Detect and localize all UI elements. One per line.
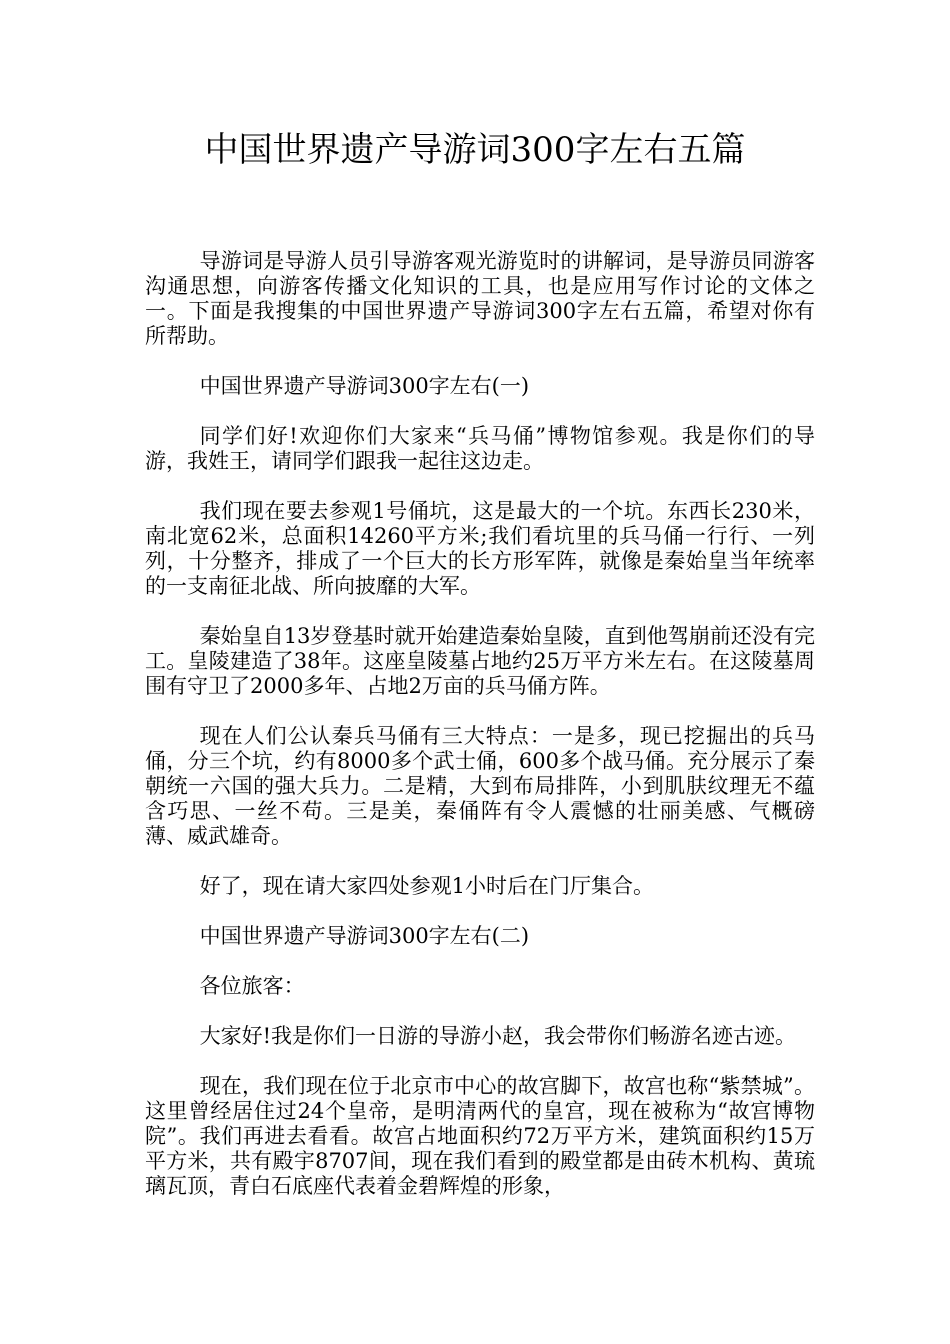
body-paragraph: 我们现在要去参观1号俑坑，这是最大的一个坑。东西长230米，南北宽62米，总面积14260平方米;我们看坑里的兵马俑一行行、一列列，十分整齐，排成了一个巨大的长方形军阵，就像是秦始皇当年统率的一支南征北战、所向披靡的大军。 <box>145 499 815 598</box>
salutation: 各位旅客： <box>199 974 305 998</box>
document-title: 中国世界遗产导游词300字左右五篇 <box>204 130 746 170</box>
document-body <box>145 249 815 1224</box>
body-paragraph: 现在，我们现在位于北京市中心的故宫脚下，故宫也称“紫禁城”。这里曾经居住过24个皇帝，是明清两代的皇宫，现在被称为“故宫博物院”。我们再进去看看。故宫占地面积约72万平方米，建筑面积约15万平方米，共有殿宇8707间，现在我们看到的殿堂都是由砖木机构、黄琉璃瓦顶，青白石底座代表着金碧辉煌的形象， <box>145 1074 815 1198</box>
body-paragraph: 现在人们公认秦兵马俑有三大特点：一是多，现已挖掘出的兵马俑，分三个坑，约有8000多个武士俑，600多个战马俑。充分展示了秦朝统一六国的强大兵力。二是精，大到布局排阵，小到肌肤纹理无不蕴含巧思、一丝不苟。三是美，秦俑阵有令人震憾的壮丽美感、气概磅薄、威武雄奇。 <box>145 724 815 848</box>
body-paragraph: 秦始皇自13岁登基时就开始建造秦始皇陵，直到他驾崩前还没有完工。皇陵建造了38年。这座皇陵墓占地约25万平方米左右。在这陵墓周围有守卫了2000多年、占地2万亩的兵马俑方阵。 <box>145 624 815 698</box>
body-paragraph: 好了，现在请大家四处参观1小时后在门厅集合。 <box>199 874 654 898</box>
section-heading-2: 中国世界遗产导游词300字左右(二) <box>199 924 530 948</box>
body-paragraph: 大家好!我是你们一日游的导游小赵，我会带你们畅游名迹古迹。 <box>199 1024 797 1048</box>
section-heading-1: 中国世界遗产导游词300字左右(一) <box>199 374 530 398</box>
body-paragraph: 同学们好!欢迎你们大家来“兵马俑”博物馆参观。我是你们的导游，我姓王，请同学们跟我一起往这边走。 <box>145 424 815 473</box>
intro-paragraph: 导游词是导游人员引导游客观光游览时的讲解词，是导游员同游客沟通思想，向游客传播文化知识的工具，也是应用写作讨论的文体之一。下面是我搜集的中国世界遗产导游词300字左右五篇，希望对你有所帮助。 <box>145 249 815 348</box>
